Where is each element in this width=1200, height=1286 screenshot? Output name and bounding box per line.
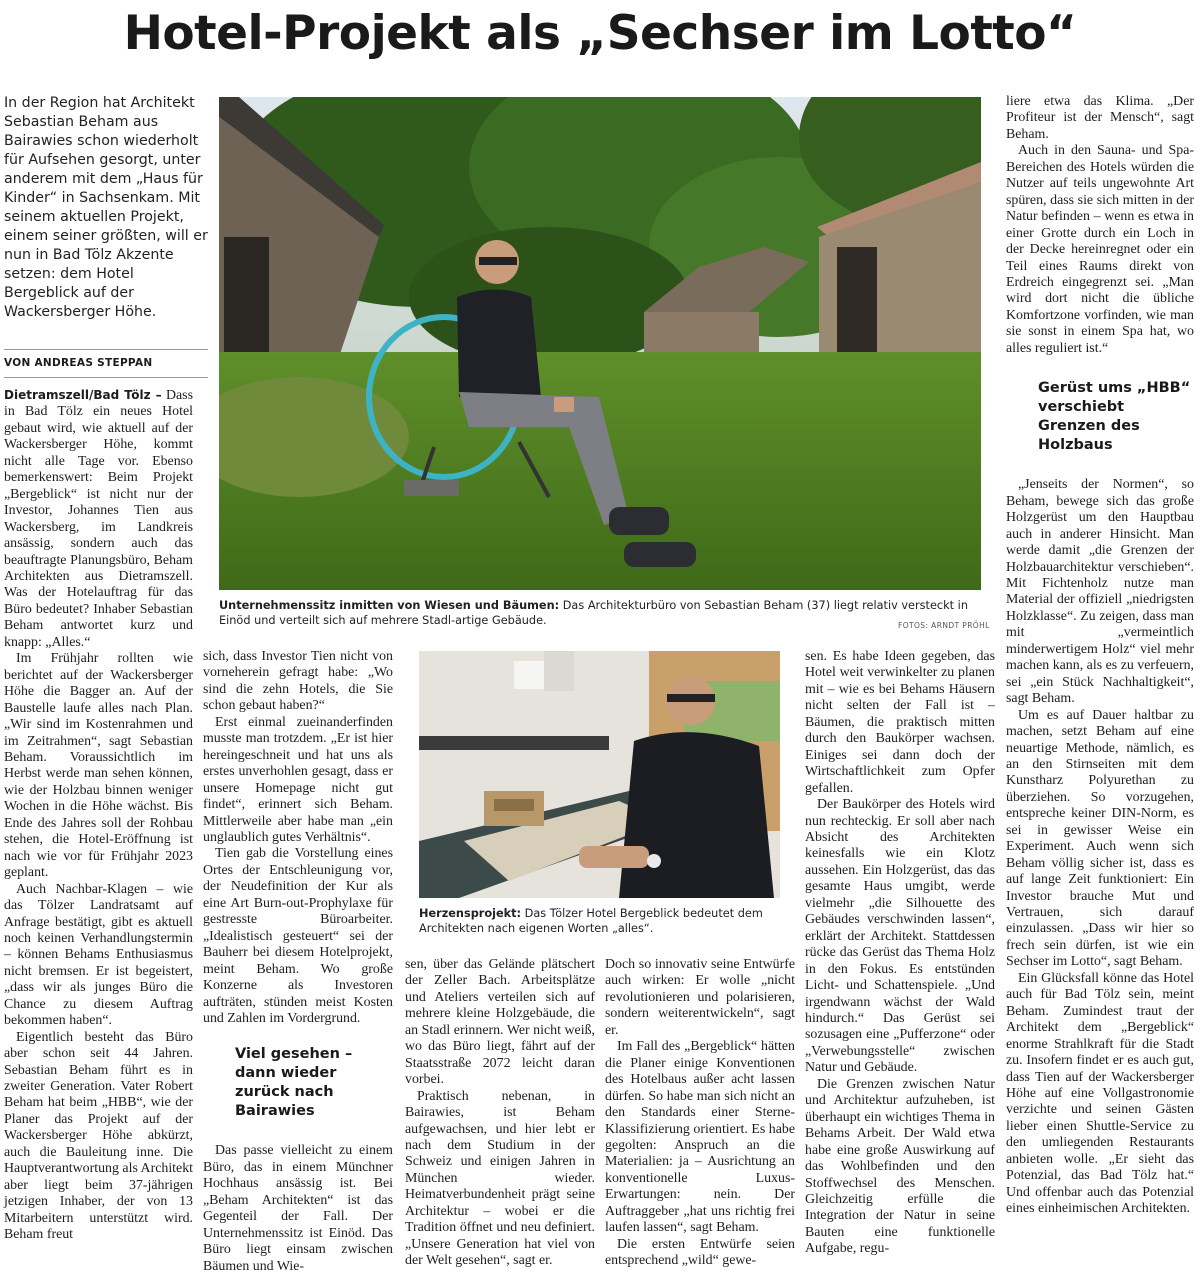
column-1	[4, 387, 193, 1244]
body-paragraph: Auch Nachbar-Klagen – wie das Tölzer Landratsamt auf Anfrage bestätigt, gibt es aktuell noch keinen Verhandlungstermin – können Behams Enthusiasmus nicht bremsen. Er ist begeistert, „dass wir als junges Büro die Chance zu diesem Auftrag bekommen haben“.	[4, 881, 193, 1029]
photo2-caption	[419, 906, 780, 936]
headline: Hotel-Projekt als „Sechser im Lotto“	[123, 6, 1077, 61]
body-paragraph: Ein Glücksfall könne das Hotel auch für Bad Tölz sein, meint Beham. Zumindest traut der Architekt dem „Bergeblick“ enorme Strahlkraft für die Stadt zu. Insofern findet er es auch gut, dass Tien auf der Wackersberger Höhe auf eine Vollgastronomie verzichte und seinen Gästen lieber einen Shuttle-Service zu den umliegenden Restaurants anbieten wolle. „Er sieht das Potenzial, das Bad Tölz hat.“ Und offenbar auch das Potenzial eines einheimischen Architekten.	[1006, 970, 1194, 1217]
body-paragraph: sich, dass Investor Tien nicht von vorneherein gefragt habe: „Wo sind die zehn Hotels, die Sie schon gebaut haben?“	[203, 649, 393, 714]
body-paragraph: „Jenseits der Normen“, so Beham, bewege sich das große Holzgerüst um den Hauptbau auch in anderer Hinsicht. Man werde damit „die Grenzen der Holzbauarchitektur verschieben“. Mit Fichtenholz nutze man Material der offiziell „niedrigsten Holzklasse“. Zu zeigen, dass man mit „vermeintlich minderwertigem Holz“ viel mehr machen kann, als es zu verfeuern, sei „ein Stück Nachhaltigkeit“, sagt Beham.	[1006, 477, 1194, 707]
body-paragraph: Auch in den Sauna- und Spa-Bereichen des Hotels würden die Nutzer auf teils ungewohnte Art spüren, dass sie sich mitten in der Natur befinden – wenn es etwa in einer Grotte durch ein Loch in der Decke hereinregnet oder ein Teil eines Raums direkt von Erdreich eingegrenzt sei. „Man wird dort nicht die übliche Komfortzone vorfinden, wie man sie sonst in einem Spa hat, wo alles reguliert ist.“	[1006, 143, 1194, 356]
caption-text: Das Tölzer Hotel Bergeblick bedeutet dem Architekten nach eigenen Worten „alles“.	[419, 907, 763, 935]
caption-title: Unternehmenssitz inmitten von Wiesen und Bäumen:	[219, 599, 560, 612]
subheading: Gerüst ums „HBB“ verschiebt Grenzen des Holzbaus	[1038, 380, 1191, 454]
column-2	[203, 649, 393, 1275]
body-paragraph: Tien gab die Vorstellung eines Ortes der Entschleunigung vor, der Neudefinition der Kur als eine Art Burn-out-Prophylaxe für gestresste Büroarbeiter. „Idealistisch gesteuert“ sei der Bauherr bei diesem Hotelprojekt, meint Beham. Wo große Konzerne als Investoren aufträten, stünden meist Kosten und Zahlen im Vordergrund.	[203, 846, 393, 1026]
body-paragraph: sen, über das Gelände plätschert der Zeller Bach. Arbeitsplätze und Ateliers verteilen sich auf mehrere kleine Holzgebäude, die an Stadl erinnern. Wer nicht weiß, wo das Büro liegt, fährt auf der Staatsstraße 2072 leicht daran vorbei.	[405, 957, 595, 1088]
body-paragraph: Doch so innovativ seine Entwürfe auch wirken: Er wolle „nicht revolutionieren und polarisieren, sondern weiterentwickeln“, sagt er.	[605, 957, 795, 1038]
body-paragraph: sen. Es habe Ideen gegeben, das Hotel weit verwinkelter zu planen mit – wie es bei Behams Häusern nicht selten der Fall ist – Bäumen, die praktisch mitten durch den Baukörper wachsen. Einiges sei dann doch der Wirtschaftlichkeit zum Opfer gefallen.	[805, 649, 995, 796]
photo1-caption	[219, 598, 981, 628]
dateline: Dietramszell/Bad Tölz –	[4, 388, 162, 402]
caption-title: Herzensprojekt:	[419, 907, 522, 920]
caption-text: Das Architekturbüro von Sebastian Beham (37) liegt relativ versteckt in Einöd und verteilt sich auf mehrere Stadl-artige Gebäude.	[219, 599, 968, 627]
body-paragraph: Erst einmal zueinanderfinden musste man trotzdem. „Er ist hier hereingeschneit und hat uns als erstes unverhohlen gesagt, dass er unsere Homepage nicht gut findet“, erinnert sich Beham. Mittlerweile aber habe man „ein unglaublich gutes Verhältnis“.	[203, 714, 393, 845]
divider	[4, 349, 208, 350]
byline: VON ANDREAS STEPPAN	[4, 357, 153, 369]
body-paragraph: Die Grenzen zwischen Natur und Architektur aufzuheben, ist überhaupt ein wichtiges Thema in Behams Arbeit. Der Wald etwa habe eine große Auswirkung auf das Wohlbefinden und den Stoffwechsel des Menschen. Gleichzeitig erfülle die Integration der Natur in seine Bauten eine funktionelle Aufgabe, regu-	[805, 1076, 995, 1257]
body-paragraph: Im Frühjahr rollten wie berichtet auf der Wackersberger Höhe die Bagger an. Auf der Baustelle laufe alles nach Plan. „Wir sind im Kostenrahmen und im Zeitrahmen“, sagt Sebastian Beham. Voraussichtlich im Herbst werde man sehen können, wie der Holzbau binnen weniger Wochen in die Höhe wächst. Bis Ende des Jahres soll der Rohbau stehen, die Hotel-Eröffnung ist nach wie vor für Frühjahr 2023 geplant.	[4, 651, 193, 881]
column-5	[805, 649, 995, 1258]
body-paragraph: Praktisch nebenan, in Bairawies, ist Beham aufgewachsen, und hier lebt er nach dem Studium in der Schweiz und einigen Jahren in München wieder. Heimatverbundenheit prägt seine Architektur – wobei er die Tradition öffnet und neu definiert. „Unsere Generation hat viel von der Welt gesehen“, sagt er.	[405, 1088, 595, 1269]
body-paragraph: liere etwa das Klima. „Der Profiteur ist der Mensch“, sagt Beham.	[1006, 94, 1194, 142]
subheading: Viel gesehen – dann wieder zurück nach Bairawies	[235, 1046, 353, 1120]
body-paragraph: Die ersten Entwürfe seien entsprechend „wild“ gewe-	[605, 1236, 795, 1269]
photo-architect-model	[419, 651, 780, 898]
column-4	[605, 957, 795, 1270]
body-paragraph: Das passe vielleicht zu einem Büro, das in einem Münchner Hochhaus ansässig ist. Bei „Beham Architekten“ ist das Gegenteil der Fall. Der Unternehmenssitz ist Einöd. Das Büro liegt einsam zwischen Bäumen und Wie-	[203, 1143, 393, 1274]
lead-paragraph: In der Region hat Architekt Sebastian Beham aus Bairawies schon wiederholt für Aufsehen gesorgt, unter anderem mit dem „Haus für Kinder“ in Sachsenkam. Mit seinem aktuellen Projekt, einem seiner größten, will er nun in Bad Tölz Akzente setzen: dem Hotel Bergeblick auf der Wackersberger Höhe.	[4, 95, 208, 320]
body-paragraph: Der Baukörper des Hotels wird nun rechteckig. Er soll aber nach Absicht des Architekten keinesfalls wie ein Klotz aussehen. Ein Holzgerüst, das das gesamte Haus umgibt, werde vielmehr „die Silhouette des Gebäudes verschwinden lassen“, erklärt der Architekt. Stattdessen rücke das Gerüst das Thema Holz in den Fokus. Es entstünden Licht- und Schattenspiele. „Und irgendwann wächst der Wald hindurch.“ Das Gerüst sei sozusagen eine „Pufferzone“ oder „Verwebungsstelle“ zwischen Natur und Gebäude.	[805, 797, 995, 1076]
column-3	[405, 957, 595, 1270]
body-paragraph: Um es auf Dauer haltbar zu machen, setzt Beham auf eine neuartige Methode, nämlich, es an den Stirnseiten mit dem Kunstharz Polyurethan zu überziehen. So vorzugehen, entspreche keiner DIN-Norm, es sei in gewisser Weise ein Experiment. Auch wenn sich Beham völlig sicher ist, dass es auf lange Zeit funktioniert: Ein Investor brauche Mut und Vertrauen, sich darauf einzulassen. „Dass wir hier so frech sein dürfen, ist wie ein Sechser im Lotto“, sagt Beham.	[1006, 707, 1194, 970]
body-paragraph: Dietramszell/Bad Tölz – Dass in Bad Tölz ein neues Hotel gebaut wird, wie aktuell auf der Wackersberger Höhe, kommt nicht alle Tage vor. Ebenso bemerkenswert: Beim Projekt „Bergeblick“ ist nicht nur der Investor, Johannes Tien aus Wackersberg, im Landkreis ansässig, sondern auch das beauftragte Planungsbüro, Beham Architekten aus Dietramszell. Was der Hotelauftrag für das Büro bedeutet? Inhaber Sebastian Beham antwortet kurz und knapp: „Alles.“	[4, 388, 193, 650]
body-paragraph: Eigentlich besteht das Büro aber schon seit 44 Jahren. Sebastian Beham führt es in zweiter Generation. Vater Robert Beham hat beim „HBB“, wie der Planer das Projekt auf der Wackersberger Höhe abkürzt, auch die Bauleitung inne. Die Hauptverantwortung als Architekt aber liegt beim 37-jährigen jetzigen Inhaber, der von 13 Mitarbeitern unterstützt wird. Beham freut	[4, 1029, 194, 1243]
body-paragraph: Im Fall des „Bergeblick“ hätten die Planer einige Konventionen des Hotelbaus außer acht lassen dürfen. So habe man sich nicht an den Standards einer Sterne-Klassifizierung orientiert. Es habe gegolten: Anspruch an die Materialien: ja – Ausrichtung an konventionelle Luxus-Erwartungen: nein. Der Auftraggeber „hat uns richtig frei laufen lassen“, sagt Beham.	[605, 1039, 795, 1236]
divider	[4, 377, 208, 378]
photo-architect-garden	[219, 97, 981, 590]
column-6	[1006, 94, 1194, 1218]
photo-credit: FOTOS: ARNDT PRÖHL	[898, 621, 990, 630]
